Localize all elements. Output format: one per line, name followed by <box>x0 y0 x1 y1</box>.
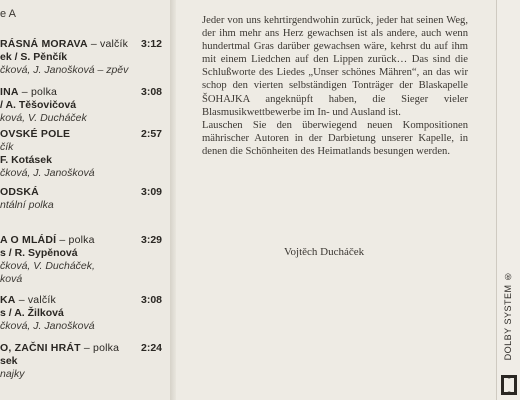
track-title: KA – valčík <box>0 294 56 306</box>
track-performers: ková, V. Ducháček <box>0 112 87 124</box>
track-item <box>0 342 168 381</box>
track-credit: ek / S. Pěnčík <box>0 51 68 63</box>
track-time: 3:29 <box>140 234 162 246</box>
track-item <box>0 128 168 180</box>
track-item <box>0 234 168 286</box>
author-signature: Vojtěch Ducháček <box>284 246 365 258</box>
liner-notes-text <box>202 14 468 158</box>
liner-paragraph: Lauschen Sie den überwiegend neuen Kompositionen mährischer Autoren in der Darbietung unserer Kapelle, in denen die Schönheiten des Heimatlands besungen werden. <box>202 119 468 157</box>
track-item <box>0 38 168 77</box>
track-performers: čková, J. Janošková – zpěv <box>0 64 129 76</box>
track-performers: čková, J. Janošková <box>0 320 95 332</box>
track-genre-line: ntální polka <box>0 199 54 211</box>
track-item <box>0 186 168 212</box>
liner-notes-panel <box>176 0 496 400</box>
tracklist-panel <box>0 0 170 400</box>
track-credit: / A. Těšovičová <box>0 99 77 111</box>
track-credit: F. Kotásek <box>0 154 52 166</box>
track-title: INA – polka <box>0 86 58 98</box>
track-performers: najky <box>0 368 25 380</box>
track-time: 2:24 <box>140 342 162 354</box>
track-title: RÁSNÁ MORAVA – valčík <box>0 38 129 50</box>
track-title: O, ZAČNI HRÁT – polka <box>0 342 120 354</box>
side-label: e A <box>0 8 16 20</box>
track-item <box>0 294 168 333</box>
spine-strip <box>496 0 520 400</box>
track-title: ODSKÁ <box>0 186 39 198</box>
track-title: OVSKÉ POLE <box>0 128 71 140</box>
track-credit: s / A. Žilková <box>0 307 64 319</box>
track-title: A O MLÁDÍ – polka <box>0 234 95 246</box>
track-time: 3:08 <box>140 294 162 306</box>
track-item <box>0 86 168 125</box>
track-credit: s / R. Sypěnová <box>0 247 78 259</box>
dolby-label: DOLBY SYSTEM ® <box>503 270 513 360</box>
track-time: 3:12 <box>140 38 162 50</box>
track-time: 3:08 <box>140 86 162 98</box>
track-performers-cont: ková <box>0 273 23 285</box>
track-time: 3:09 <box>140 186 162 198</box>
track-genre-line: čík <box>0 141 14 153</box>
track-time: 2:57 <box>140 128 162 140</box>
track-performers: čková, J. Janošková <box>0 167 95 179</box>
dolby-logo-icon <box>500 374 518 396</box>
liner-paragraph: Jeder von uns kehrtirgendwohin zurück, jeder hat seinen Weg, der ihm mehr ans Herz gewachsen ist als andere, auch wenn hundertmal Gras darüber gewachsen wäre, kehrst du auf ihm mit einem Liedchen auf den Lippen zurück… Das sind die Schlußworte des Liedes „Unser schönes Mähren“, an das wir schop den vierten selbständigen Tonträger der Blaskapelle ŠOHAJKA angeknüpft haben, die Sieger vieler Blasmusikwettbewerbe im In- und Ausland ist. <box>202 15 468 118</box>
track-credit: sek <box>0 355 18 367</box>
track-performers: čková, V. Ducháček, <box>0 260 95 272</box>
